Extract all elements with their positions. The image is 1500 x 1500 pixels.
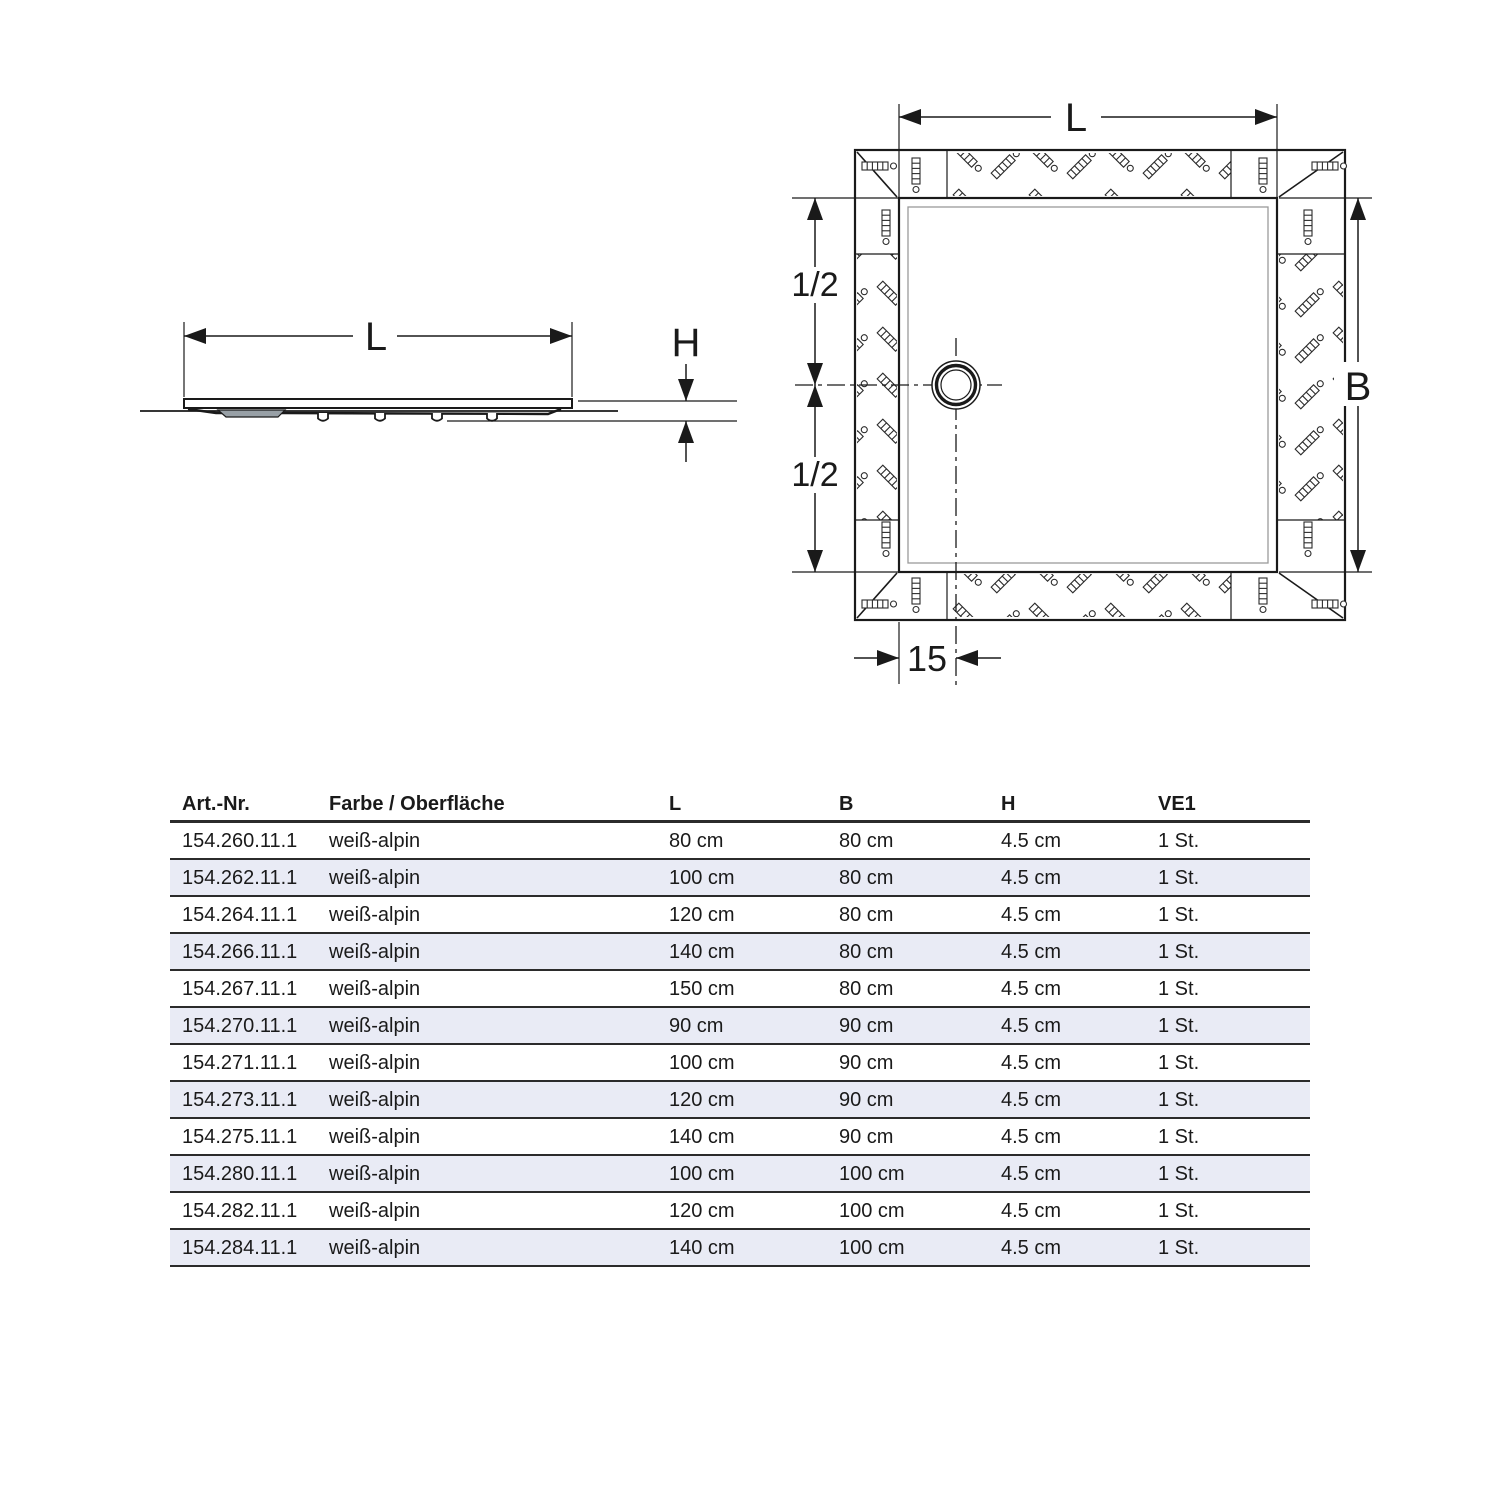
table-cell: 4.5 cm <box>989 896 1146 933</box>
column-header: Art.-Nr. <box>170 785 317 822</box>
table-cell: 1 St. <box>1146 970 1310 1007</box>
tray-rim <box>184 399 572 408</box>
table-cell: weiß-alpin <box>317 1118 657 1155</box>
table-cell: 1 St. <box>1146 1081 1310 1118</box>
table-cell: 1 St. <box>1146 822 1310 860</box>
side-view-diagram <box>140 314 737 462</box>
table-cell: 1 St. <box>1146 1007 1310 1044</box>
table-cell: 150 cm <box>657 970 827 1007</box>
table-cell: 154.280.11.1 <box>170 1155 317 1192</box>
table-cell: 4.5 cm <box>989 1007 1146 1044</box>
table-cell: 154.270.11.1 <box>170 1007 317 1044</box>
table-cell: 154.273.11.1 <box>170 1081 317 1118</box>
table-cell: 4.5 cm <box>989 1192 1146 1229</box>
table-cell: 4.5 cm <box>989 1081 1146 1118</box>
dim-label-top-length: L <box>1064 96 1088 140</box>
table-cell: 154.275.11.1 <box>170 1118 317 1155</box>
dim-label-side-height: H <box>671 321 701 365</box>
table-cell: 154.284.11.1 <box>170 1229 317 1266</box>
table-cell: 90 cm <box>827 1081 989 1118</box>
table-cell: 1 St. <box>1146 896 1310 933</box>
table-cell: weiß-alpin <box>317 1044 657 1081</box>
table-cell: 4.5 cm <box>989 859 1146 896</box>
table-row <box>170 1007 1310 1044</box>
drain-outlet <box>932 361 980 409</box>
top-view-diagram <box>787 96 1382 686</box>
table-cell: 154.260.11.1 <box>170 822 317 860</box>
column-header: L <box>657 785 827 822</box>
table-row <box>170 1081 1310 1118</box>
table-cell: weiß-alpin <box>317 970 657 1007</box>
table-cell: 100 cm <box>657 859 827 896</box>
table-cell: 120 cm <box>657 1192 827 1229</box>
column-header: Farbe / Oberfläche <box>317 785 657 822</box>
table-cell: 154.282.11.1 <box>170 1192 317 1229</box>
table-cell: 1 St. <box>1146 1044 1310 1081</box>
table-cell: 140 cm <box>657 1118 827 1155</box>
table-cell: 90 cm <box>827 1044 989 1081</box>
table-cell: 100 cm <box>827 1155 989 1192</box>
dim-label-top-width: B <box>1344 365 1372 409</box>
dim-drain-offset <box>854 622 1001 684</box>
table-cell: 1 St. <box>1146 859 1310 896</box>
table-row <box>170 933 1310 970</box>
table-cell: 1 St. <box>1146 1192 1310 1229</box>
table-cell: 100 cm <box>827 1192 989 1229</box>
table-cell: 154.264.11.1 <box>170 896 317 933</box>
table-cell: weiß-alpin <box>317 933 657 970</box>
table-cell: 4.5 cm <box>989 970 1146 1007</box>
table-cell: 154.267.11.1 <box>170 970 317 1007</box>
table-cell: weiß-alpin <box>317 1192 657 1229</box>
table-cell: 4.5 cm <box>989 1155 1146 1192</box>
dim-label-side-length: L <box>364 315 388 359</box>
spec-table-body <box>170 822 1310 1267</box>
dim-label-half-top: 1/2 <box>791 266 839 304</box>
table-cell: 100 cm <box>657 1155 827 1192</box>
table-cell: 154.266.11.1 <box>170 933 317 970</box>
table-cell: 80 cm <box>827 896 989 933</box>
table-row <box>170 970 1310 1007</box>
table-row <box>170 1192 1310 1229</box>
table-cell: 1 St. <box>1146 1118 1310 1155</box>
table-cell: 4.5 cm <box>989 822 1146 860</box>
table-cell: weiß-alpin <box>317 822 657 860</box>
table-cell: weiß-alpin <box>317 1229 657 1266</box>
table-cell: 80 cm <box>657 822 827 860</box>
table-cell: weiß-alpin <box>317 1007 657 1044</box>
table-cell: 154.271.11.1 <box>170 1044 317 1081</box>
table-cell: 120 cm <box>657 896 827 933</box>
table-cell: 90 cm <box>827 1118 989 1155</box>
table-cell: weiß-alpin <box>317 1081 657 1118</box>
table-row <box>170 1155 1310 1192</box>
spec-table-container <box>170 785 1310 1267</box>
table-cell: 140 cm <box>657 1229 827 1266</box>
table-cell: 4.5 cm <box>989 933 1146 970</box>
table-row <box>170 896 1310 933</box>
dim-label-half-bottom: 1/2 <box>791 456 839 494</box>
spec-table <box>170 785 1310 1267</box>
table-row <box>170 822 1310 860</box>
table-row <box>170 1229 1310 1266</box>
table-cell: 80 cm <box>827 859 989 896</box>
table-cell: 90 cm <box>827 1007 989 1044</box>
table-row <box>170 1044 1310 1081</box>
table-cell: 80 cm <box>827 970 989 1007</box>
table-cell: 4.5 cm <box>989 1118 1146 1155</box>
table-cell: 80 cm <box>827 822 989 860</box>
table-cell: 100 cm <box>657 1044 827 1081</box>
table-cell: 80 cm <box>827 933 989 970</box>
table-cell: 1 St. <box>1146 933 1310 970</box>
table-cell: 4.5 cm <box>989 1229 1146 1266</box>
drain-seat-area <box>218 410 285 417</box>
table-cell: 120 cm <box>657 1081 827 1118</box>
column-header: VE1 <box>1146 785 1310 822</box>
dim-label-drain-offset: 15 <box>906 638 948 679</box>
table-row <box>170 1118 1310 1155</box>
column-header: B <box>827 785 989 822</box>
table-cell: 1 St. <box>1146 1155 1310 1192</box>
table-cell: 1 St. <box>1146 1229 1310 1266</box>
table-cell: 140 cm <box>657 933 827 970</box>
table-row <box>170 859 1310 896</box>
table-cell: 154.262.11.1 <box>170 859 317 896</box>
table-header-row <box>170 785 1310 822</box>
table-cell: weiß-alpin <box>317 896 657 933</box>
column-header: H <box>989 785 1146 822</box>
table-cell: 100 cm <box>827 1229 989 1266</box>
table-cell: weiß-alpin <box>317 1155 657 1192</box>
table-cell: weiß-alpin <box>317 859 657 896</box>
table-cell: 90 cm <box>657 1007 827 1044</box>
table-cell: 4.5 cm <box>989 1044 1146 1081</box>
